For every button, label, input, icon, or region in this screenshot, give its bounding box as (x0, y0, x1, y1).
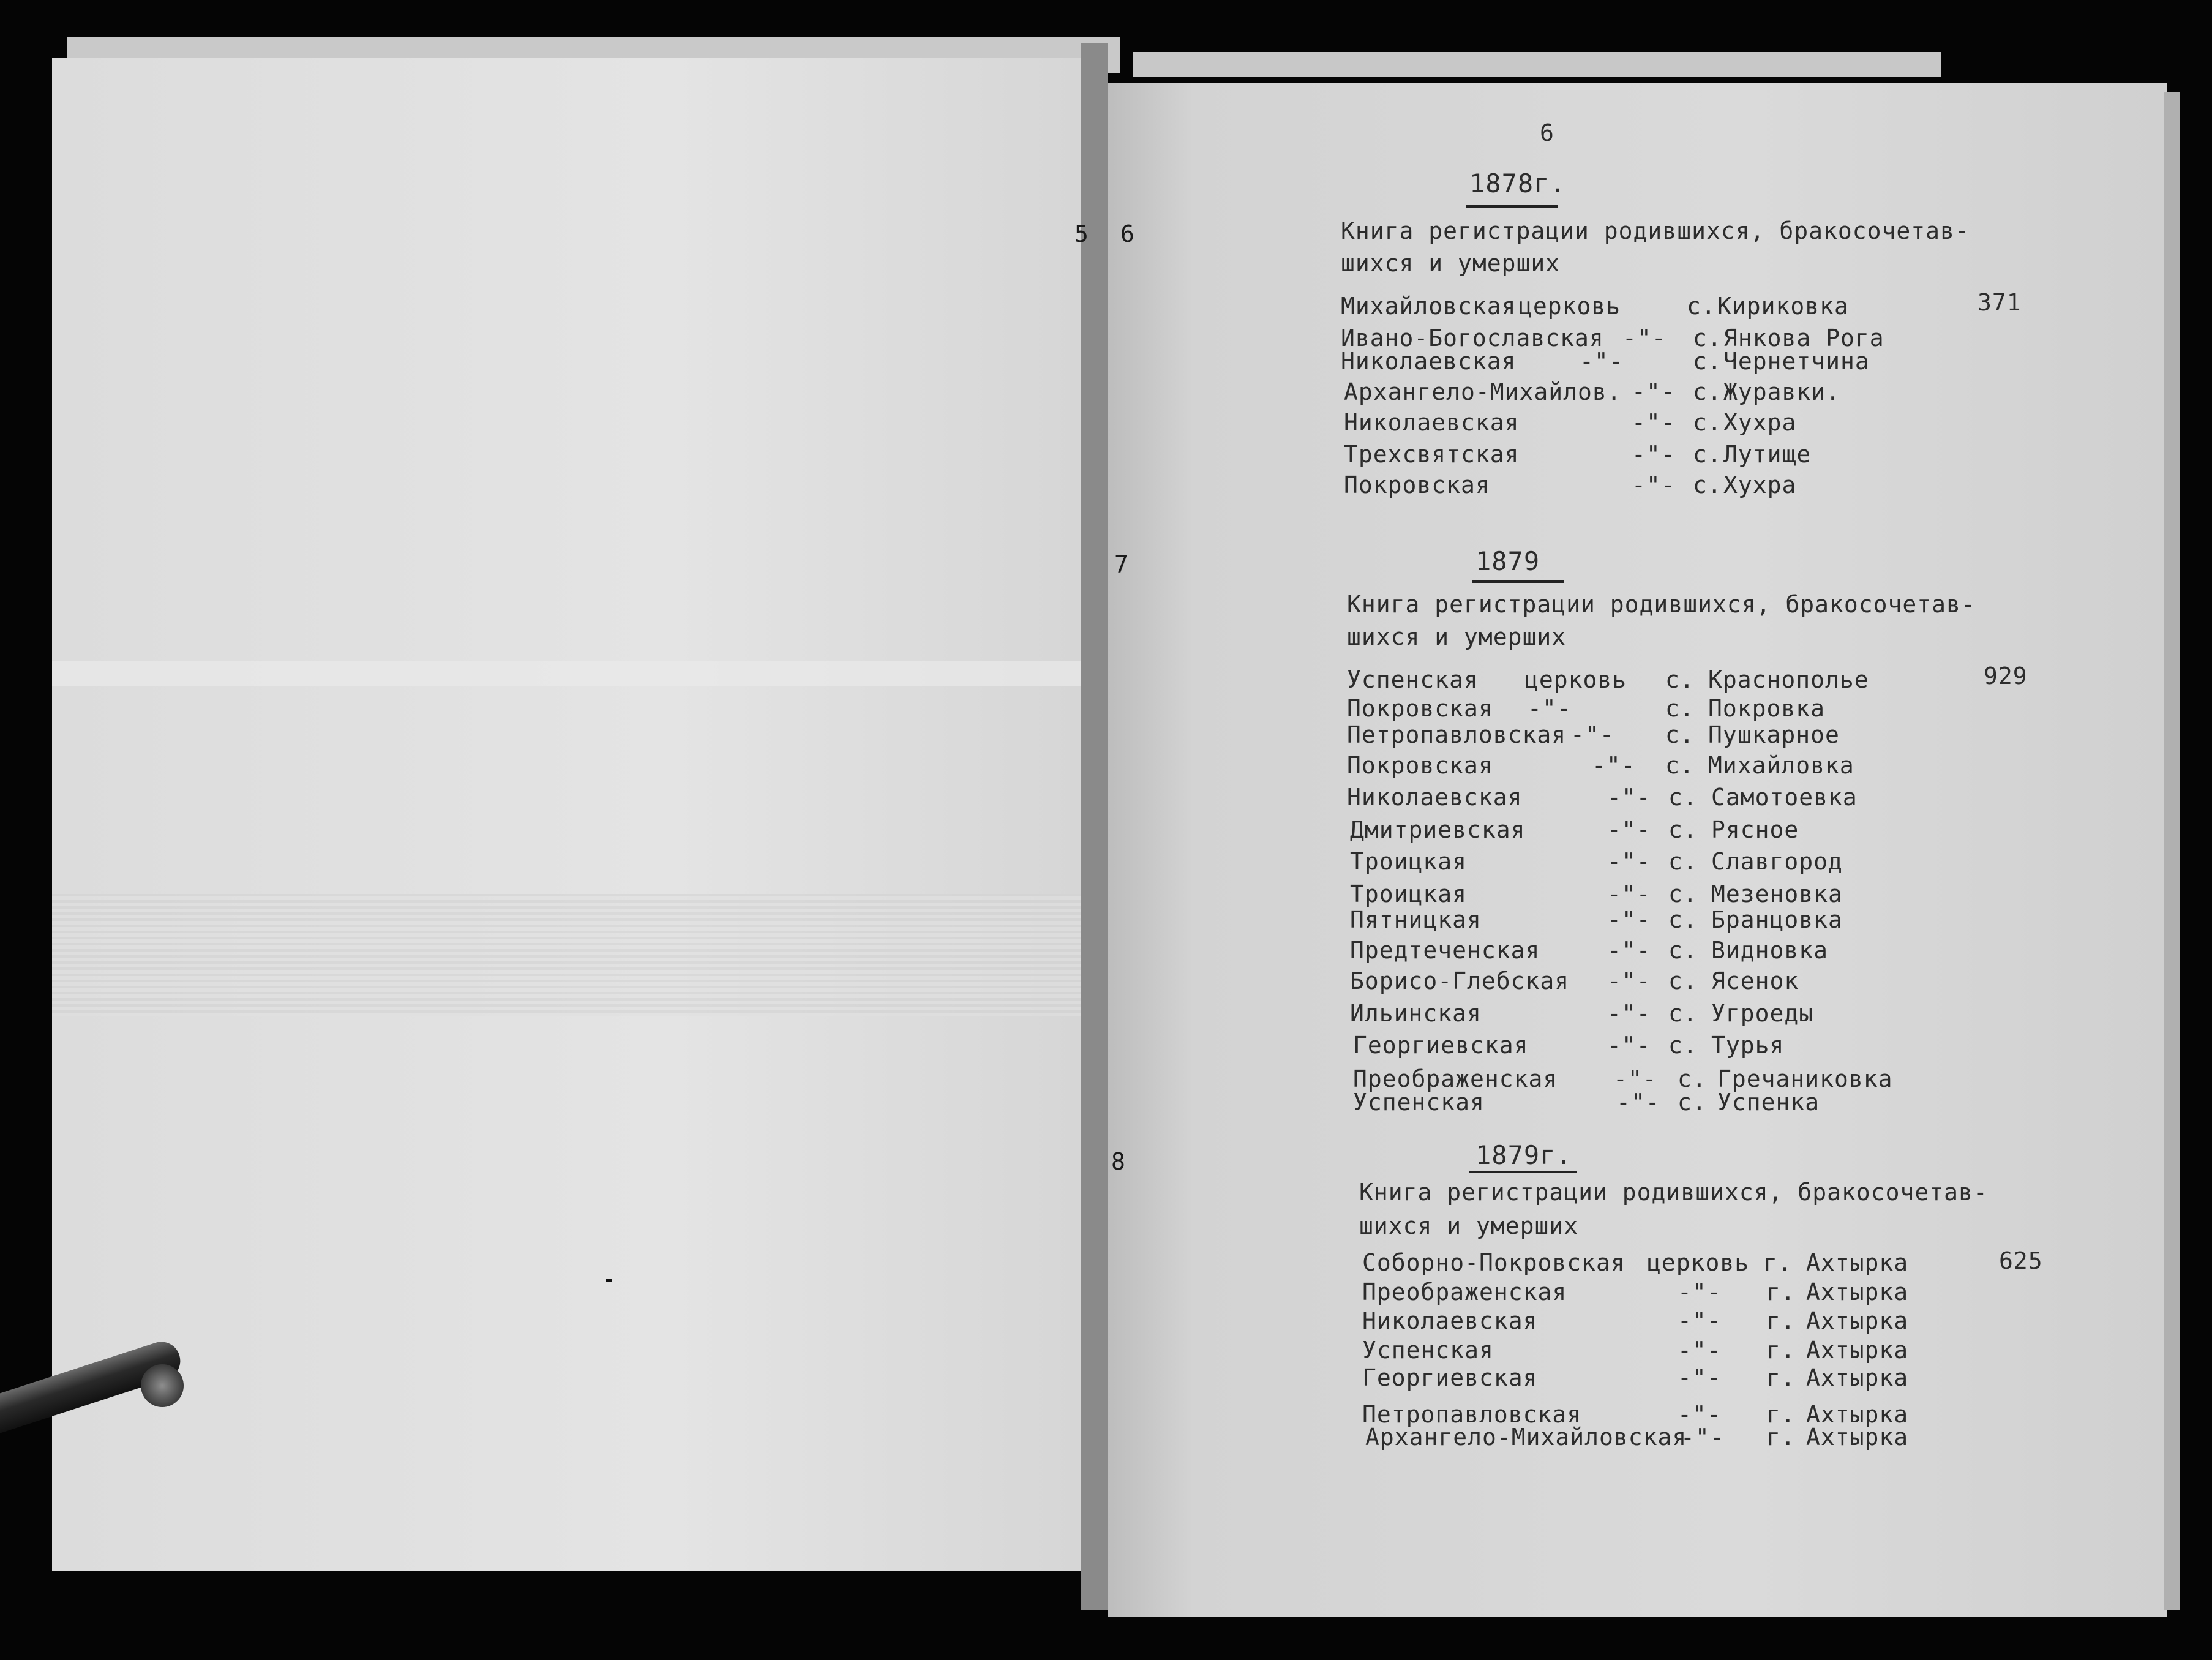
settlement-type: с. (1693, 378, 1722, 405)
left-page-band (52, 661, 1081, 686)
church-word: церковь (1518, 293, 1621, 320)
section-title-line1: Книга регистрации родившихся, бракосочетав- (1341, 217, 1970, 244)
church-name: Георгиевская (1353, 1032, 1529, 1059)
margin-number: 8 (1111, 1148, 1125, 1175)
year-underline (1469, 1171, 1577, 1173)
church-word: -"- (1681, 1424, 1725, 1451)
church-name: Пятницкая (1350, 906, 1482, 933)
year-underline (1466, 205, 1558, 208)
church-word: -"- (1580, 348, 1624, 375)
church-word: -"- (1607, 967, 1651, 994)
church-name: Успенская (1353, 1089, 1485, 1116)
church-word: -"- (1632, 471, 1676, 498)
book-spine (1081, 43, 1108, 1610)
church-name: Троицкая (1350, 848, 1468, 875)
church-word: -"- (1678, 1364, 1722, 1391)
church-word: -"- (1607, 937, 1651, 964)
settlement-name: Хухра (1723, 471, 1797, 498)
settlement-type: с. (1693, 471, 1722, 498)
settlement-type: с. (1693, 325, 1722, 351)
record-count: 371 (1978, 289, 2022, 316)
margin-number: 6 (1120, 220, 1134, 247)
settlement-type: с. (1668, 1000, 1698, 1027)
settlement-name: Хухра (1723, 409, 1797, 436)
church-name: Николаевская (1362, 1307, 1538, 1334)
settlement-type: с. (1693, 409, 1722, 436)
church-word: -"- (1607, 816, 1651, 843)
settlement-name: Краснополье (1708, 666, 1869, 693)
settlement-name: Славгород (1711, 848, 1843, 875)
margin-number: 5 (1074, 220, 1089, 247)
section-title-line2: шихся и умерших (1341, 250, 1561, 277)
settlement-name: Ахтырка (1806, 1279, 1909, 1305)
church-name: Ильинская (1350, 1000, 1482, 1027)
church-name: Покровская (1347, 752, 1493, 779)
church-name: Предтеченская (1350, 937, 1540, 964)
settlement-name: Рясное (1711, 816, 1799, 843)
church-word: -"- (1607, 784, 1651, 811)
settlement-type: г. (1763, 1249, 1793, 1276)
church-word: -"- (1592, 752, 1636, 779)
section-year: 1878г. (1469, 168, 1566, 198)
church-name: Покровская (1344, 471, 1490, 498)
church-name: Николаевская (1344, 409, 1520, 436)
settlement-name: Турья (1711, 1032, 1785, 1059)
church-word: -"- (1607, 881, 1651, 907)
settlement-name: Угроеды (1711, 1000, 1814, 1027)
pen-tip (141, 1364, 184, 1407)
church-name: Покровская (1347, 695, 1493, 722)
left-page-blank (52, 58, 1081, 1571)
section-year: 1879г. (1475, 1140, 1572, 1170)
church-name: Троицкая (1350, 881, 1468, 907)
record-count: 929 (1984, 663, 2028, 689)
settlement-type: с. (1678, 1065, 1707, 1092)
right-page-top-edge (1133, 52, 1941, 77)
church-word: -"- (1607, 906, 1651, 933)
church-word: -"- (1632, 441, 1676, 468)
year-underline (1472, 580, 1564, 583)
settlement-type: г. (1766, 1279, 1796, 1305)
settlement-name: Ахтырка (1806, 1337, 1909, 1364)
settlement-type: с. (1668, 937, 1698, 964)
settlement-name: Ясенок (1711, 967, 1799, 994)
record-count: 625 (1999, 1247, 2043, 1274)
settlement-type: г. (1766, 1401, 1796, 1428)
settlement-name: Янкова Рога (1723, 325, 1884, 351)
church-word: -"- (1632, 409, 1676, 436)
settlement-type: г. (1766, 1307, 1796, 1334)
settlement-type: с. (1687, 293, 1716, 320)
church-name: Георгиевская (1362, 1364, 1538, 1391)
church-word: -"- (1622, 325, 1666, 351)
settlement-type: с. (1693, 348, 1722, 375)
settlement-name: Гречаниковка (1717, 1065, 1893, 1092)
church-name: Соборно-Покровская (1362, 1249, 1625, 1276)
church-name: Михайловская (1341, 293, 1517, 320)
settlement-type: с. (1668, 848, 1698, 875)
ink-dot (606, 1279, 612, 1282)
church-name: Архангело-Михайловская (1365, 1424, 1687, 1451)
settlement-type: с. (1668, 881, 1698, 907)
church-word: -"- (1678, 1279, 1722, 1305)
settlement-type: с. (1693, 441, 1722, 468)
church-name: Успенская (1362, 1337, 1494, 1364)
settlement-name: Михайловка (1708, 752, 1854, 779)
church-name: Николаевская (1341, 348, 1517, 375)
church-word: церковь (1647, 1249, 1750, 1276)
church-name: Дмитриевская (1350, 816, 1526, 843)
settlement-type: с. (1668, 784, 1698, 811)
settlement-type: г. (1766, 1364, 1796, 1391)
church-word: -"- (1570, 721, 1614, 748)
church-name: Петропавловская (1347, 721, 1567, 748)
settlement-name: Журавки. (1723, 378, 1841, 405)
section-title-line2: шихся и умерших (1359, 1212, 1579, 1239)
section-year: 1879 (1475, 546, 1540, 576)
left-page-bleed-lines (52, 894, 1081, 1016)
settlement-type: с. (1668, 967, 1698, 994)
church-word: -"- (1607, 1032, 1651, 1059)
church-name: Преображенская (1362, 1279, 1567, 1305)
church-word: церковь (1524, 666, 1627, 693)
settlement-name: Видновка (1711, 937, 1829, 964)
settlement-type: с. (1665, 695, 1695, 722)
settlement-type: с. (1665, 721, 1695, 748)
settlement-type: г. (1766, 1337, 1796, 1364)
church-name: Ивано-Богославская (1341, 325, 1604, 351)
settlement-type: г. (1766, 1424, 1796, 1451)
settlement-name: Пушкарное (1708, 721, 1840, 748)
church-word: -"- (1616, 1089, 1660, 1116)
settlement-type: с. (1665, 666, 1695, 693)
church-word: -"- (1678, 1337, 1722, 1364)
page-number: 6 (1540, 119, 1554, 146)
settlement-name: Успенка (1717, 1089, 1820, 1116)
settlement-type: с. (1668, 1032, 1698, 1059)
settlement-name: Ахтырка (1806, 1401, 1909, 1428)
settlement-name: Мезеновка (1711, 881, 1843, 907)
section-title-line1: Книга регистрации родившихся, бракосочетав- (1359, 1179, 1988, 1206)
church-name: Успенская (1347, 666, 1479, 693)
settlement-type: с. (1668, 906, 1698, 933)
right-page-edge (2164, 92, 2180, 1610)
settlement-name: Чернетчина (1723, 348, 1870, 375)
settlement-type: с. (1668, 816, 1698, 843)
settlement-name: Ахтырка (1806, 1364, 1909, 1391)
settlement-name: Лутище (1723, 441, 1812, 468)
church-word: -"- (1607, 1000, 1651, 1027)
section-title-line1: Книга регистрации родившихся, бракосочетав- (1347, 591, 1976, 618)
settlement-name: Ахтырка (1806, 1424, 1909, 1451)
church-name: Трехсвятская (1344, 441, 1520, 468)
church-word: -"- (1678, 1401, 1722, 1428)
margin-number: 7 (1114, 551, 1128, 578)
settlement-type: с. (1665, 752, 1695, 779)
settlement-type: с. (1678, 1089, 1707, 1116)
church-name: Архангело-Михайлов. (1344, 378, 1622, 405)
settlement-name: Ахтырка (1806, 1307, 1909, 1334)
church-name: Николаевская (1347, 784, 1523, 811)
church-word: -"- (1632, 378, 1676, 405)
church-word: -"- (1528, 695, 1572, 722)
settlement-name: Кириковка (1717, 293, 1849, 320)
settlement-name: Ахтырка (1806, 1249, 1909, 1276)
settlement-name: Бранцовка (1711, 906, 1843, 933)
settlement-name: Самотоевка (1711, 784, 1858, 811)
church-name: Петропавловская (1362, 1401, 1582, 1428)
church-word: -"- (1678, 1307, 1722, 1334)
church-word: -"- (1613, 1065, 1657, 1092)
settlement-name: Покровка (1708, 695, 1826, 722)
church-name: Борисо-Глебская (1350, 967, 1570, 994)
church-name: Преображенская (1353, 1065, 1558, 1092)
section-title-line2: шихся и умерших (1347, 623, 1567, 650)
church-word: -"- (1607, 848, 1651, 875)
